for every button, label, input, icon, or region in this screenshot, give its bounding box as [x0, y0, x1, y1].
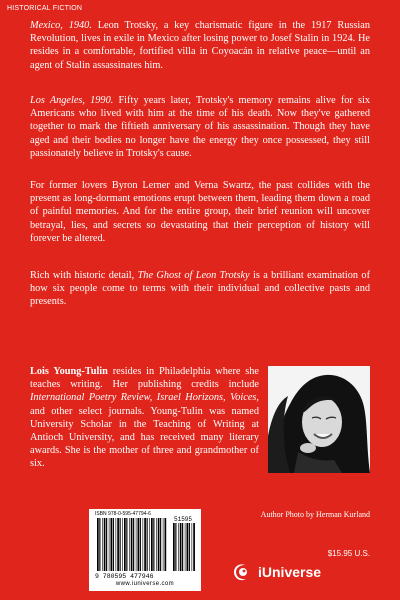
blurb-p4-after: is a brilliant examination of how six people come to terms with their individual and collective pasts and presents. — [30, 270, 370, 308]
barcode-bar — [192, 523, 193, 571]
barcode-bar — [158, 518, 160, 571]
author-photo — [268, 366, 370, 473]
barcode-bar — [113, 518, 114, 571]
barcode-bar — [124, 518, 126, 571]
barcode-digits: 9 780595 477946 — [95, 573, 154, 580]
barcode-bar — [143, 518, 144, 571]
blurb-body-1: Leon Trotsky, a key charismatic figure in the 1917 Russian Revolution, lives in exile in Mexico after losing power to Josef Stalin in 1924. He resides in a comfortable, fortified villa in Coyoacán in relative peace—until an agent of Stalin assassinates him. — [30, 20, 370, 71]
barcode-bar — [185, 523, 186, 571]
barcode-bar — [138, 518, 140, 571]
barcode-bar — [165, 518, 167, 571]
genre-label: HISTORICAL FICTION — [7, 5, 83, 12]
barcode-bar — [160, 518, 161, 571]
author-bio-part-1: resides in Philadelphia where she teaches writing. Her publishing credits include — [30, 366, 259, 391]
barcode-bar — [136, 518, 137, 571]
barcode-bar — [120, 518, 121, 571]
author-bio-part-2: , and other select journals. Young-Tulin was named University Scholar in the Teaching of Writing at Antioch University, and has received many literary awards. She is the mother of three and grandmother of six. — [30, 392, 259, 470]
barcode-bar — [153, 518, 154, 571]
barcode-bar — [175, 523, 176, 571]
author-credits: International Poetry Review, Israel Horizons, Voices — [30, 392, 257, 404]
barcode-bar — [116, 518, 117, 571]
blurb-body-2: Fifty years later, Trotsky's memory remains alive for six Americans who lived with him at the time of his death. Now they've gathered together to mark the fiftieth anniversary of his assassination. Though they have aged and their bodies no longer have the energy they once possessed, they still passionately believe in Trotsky's cause. — [30, 95, 370, 159]
author-bio — [30, 365, 259, 471]
barcode-bar — [147, 518, 148, 571]
barcode-price-code: 51595 — [174, 516, 193, 523]
iuniverse-logo-icon — [230, 562, 254, 582]
barcode-bar — [106, 518, 107, 571]
barcode-bar — [163, 518, 164, 571]
blurb-paragraph-2 — [30, 94, 370, 160]
blurb-paragraph-3: For former lovers Byron Lerner and Verna Swartz, the past collides with the present as long-dormant emotions erupt between them, leading them down a road of painful memories. And for the entire group, their brief reunion will uncover betrayal, lies, and secrets so devastating that their perception of history will forever be altered. — [30, 180, 370, 244]
barcode-bar — [129, 518, 130, 571]
isbn-label: ISBN 978-0-595-47794-6 — [95, 511, 151, 517]
barcode-bar — [144, 518, 146, 571]
barcode-bar — [189, 523, 190, 571]
barcode-bar — [126, 518, 127, 571]
blurb-paragraph-1 — [30, 19, 370, 72]
barcode-bar — [156, 518, 157, 571]
publisher-logo — [230, 562, 370, 582]
barcode-bar — [122, 518, 123, 571]
barcode-bar — [178, 523, 179, 571]
blurb-p4-before: Rich with historic detail, — [30, 270, 138, 281]
blurb-lead-1: Mexico, 1940. — [30, 20, 92, 31]
blurb-lead-2: Los Angeles, 1990. — [30, 95, 114, 106]
photo-credit: Author Photo by Herman Kurland — [260, 510, 370, 519]
publisher-url: www.iuniverse.com — [115, 581, 175, 587]
barcode-bar — [173, 523, 175, 571]
blurb-paragraph-4 — [30, 269, 370, 309]
barcode-bar — [151, 518, 153, 571]
barcode-bar — [102, 518, 103, 571]
publisher-name: iUniverse — [258, 564, 322, 580]
barcode-bar — [99, 518, 100, 571]
book-title: The Ghost of Leon Trotsky — [137, 270, 250, 281]
barcode-bar — [117, 518, 119, 571]
barcode-bar — [131, 518, 133, 571]
barcode-panel — [89, 509, 201, 591]
barcode-bar — [97, 518, 99, 571]
barcode-bar — [193, 523, 195, 571]
barcode-bar — [187, 523, 189, 571]
barcode-bar — [182, 523, 183, 571]
barcode-bar — [109, 518, 110, 571]
price-label: $15.95 U.S. — [327, 549, 370, 558]
barcode-bar — [180, 523, 182, 571]
barcode-bar — [133, 518, 134, 571]
barcode-bar — [104, 518, 106, 571]
barcode-bar — [111, 518, 113, 571]
barcode-bar — [140, 518, 141, 571]
barcode-bars — [89, 509, 201, 581]
author-name: Lois Young-Tulin — [30, 366, 108, 377]
barcode-bar — [149, 518, 150, 571]
